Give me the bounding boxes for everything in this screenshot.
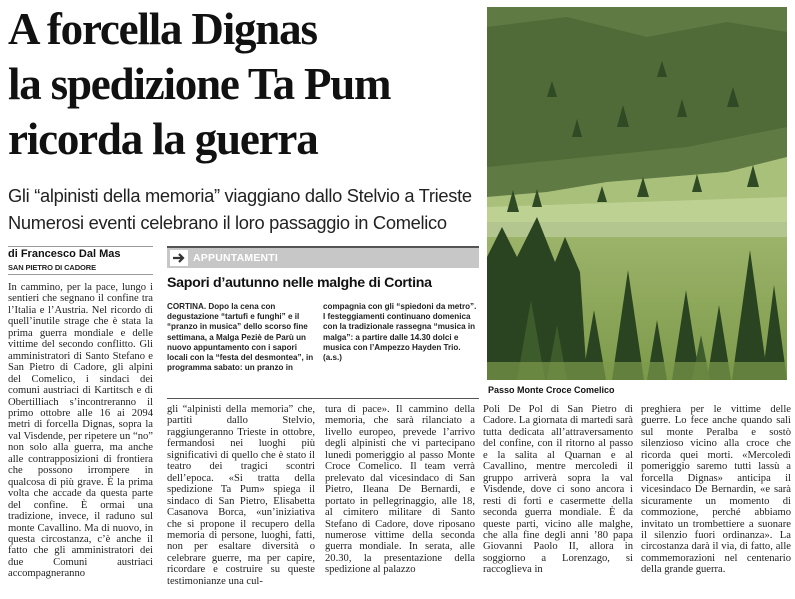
headline-line-3: ricorda la guerra (8, 114, 318, 164)
box-column-1: CORTINA. Dopo la cena con degustazione “tartufi e funghi” e il “pranzo in musica” dello scorso fine settimana, a Malga Peziè de Parù un nuovo appuntamento con i sapori locali con la “festa del desmontea”, in programma sabato: un pranzo in (167, 302, 314, 373)
box-title: Sapori d’autunno nelle malghe di Cortina (167, 275, 432, 291)
box-column-2: compagnia con gli “spiedoni da metro”. I festeggiamenti continuano domenica con la tradizionale rassegna “musica in malga”: a partire dalle 14.30 dolci e musica con l’Ampezzo Hayden Trio. (a.s.) (323, 302, 477, 363)
photo-caption: Passo Monte Croce Comelico (488, 385, 615, 395)
box-bottom-divider (167, 398, 479, 399)
arrow-right-icon (170, 250, 188, 266)
article-column-5: preghiera per le vittime delle guerre. Lo fece anche quando salì sul monte Peralba e sostò silenzioso vicino alla croce che ricorda quei morti. «Mercoledì pomeriggio saremo tutti lassù a forcella Dignas» anticipa il vicesindaco De Bernardin, «e sarà sicuramente un momento di commozione, perché abbiamo invitato un trombettiere a suonare il silenzio fuori ordinanza». La circostanza darà il via, di fatto, alle commemorazioni nel centenario della grande guerra. (641, 404, 791, 576)
article-column-4: Poli De Pol di San Pietro di Cadore. La giornata di martedì sarà tutta dedicata all’attraversamento del confine, con il ritorno al passo e la salita al Quarnan e al Cavallino, mentre mercoledì il gruppo arriverà sopra la val Visdende, dove ci sono ancora i resti di forti e casermette della seconda guerra mondiale. È da queste parti, vicino alle malghe, che alla fine degli anni ’80 papa Giovanni Paolo II, allora in soggiorno a Lorenzago, si raccoglieva in (483, 404, 634, 576)
byline-divider (8, 246, 153, 247)
article-column-2: gli “alpinisti della memoria” che, partiti dallo Stelvio, raggiungeranno Trieste in ottobre, fermandosi nei luoghi più significativi di quello che è stato il teatro dei tragici scontri dell’epoca. «Si tratta della spedizione Ta Pum» spiega il sindaco di San Pietro, Elisabetta Casanova Borca, «un’iniziativa che si propone il recupero della memoria di persone, luoghi, fatti, non per esaltare diversità o celebrare guerre, ma per capire, ricordare e costruire su queste testimonianze una cul- (167, 404, 315, 587)
article-column-3: tura di pace». Il cammino della memoria, che sarà rilanciato a livello europeo, prevede l’arrivo degli alpinisti che vi partecipano lunedì pomeriggio al passo Monte Croce Comelico. Il team verrà prelevato dal vicesindaco di San Pietro, Ileana De Bernardi, e portato in pellegrinaggio, alle 18, al cimitero militare di Santo Stefano di Cadore, dove riposano numerose vittime della seconda guerra mondiale. In serata, alle 20.30, la presentazione della spedizione al palazzo (325, 404, 475, 576)
article-column-1: In cammino, per la pace, lungo i sentieri che segnano il confine tra l’Italia e l’Austria. Nel ricordo di quell’inutile strage che è stata la prima guerra mondiale e delle vittime del secondo conflitto. Gli amministratori di Santo Stefano e San Pietro di Cadore, gli alpini del Comelico, i sindaci dei comuni austriaci di Kartitsch e di Obertilliach s’incontreranno il primo ottobre alle 16 ai 2094 metri di forcella Dignas, sopra la val Visdende, per ripetere un “no” non solo alla guerra, ma anche alle contrapposizioni di frontiera che possono irrompere in qualcosa di più grave. È la prima volta che accade da questa parte del confine. È ormai una tradizione, invece, il raduno sul monte Cavallino. Ma di nuovo, in questa circostanza, c’è anche il fatto che gli amministratori dei due Comuni austriaci accompagneranno (8, 282, 153, 580)
subheadline (8, 182, 483, 236)
dateline: SAN PIETRO DI CADORE (8, 263, 97, 272)
headline-line-1: A forcella Dignas (8, 4, 317, 54)
headline (8, 2, 478, 167)
mountain-meadow-image (487, 7, 787, 380)
section-tag-label: APPUNTAMENTI (193, 252, 279, 264)
byline: di Francesco Dal Mas (8, 248, 121, 260)
headline-line-2: la spedizione Ta Pum (8, 59, 391, 109)
landscape-photo (487, 7, 787, 380)
subheadline-line-2: Numerosi eventi celebrano il loro passaggio in Comelico (8, 212, 447, 233)
dateline-divider (8, 274, 153, 275)
subheadline-line-1: Gli “alpinisti della memoria” viaggiano dallo Stelvio a Trieste (8, 185, 472, 206)
